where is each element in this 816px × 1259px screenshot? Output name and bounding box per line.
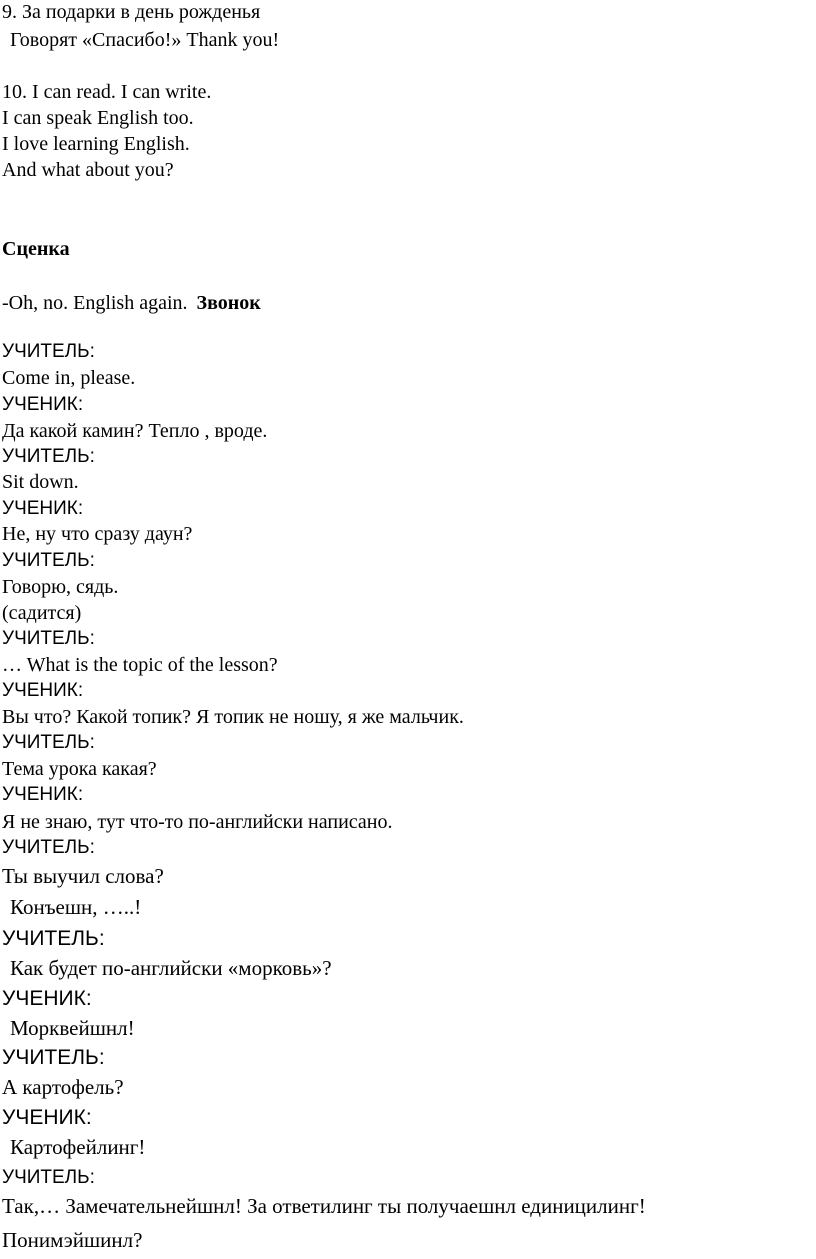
dialogue-line-22: Конъешн, …..! <box>10 895 142 919</box>
dialogue-line-26: Морквейшнл! <box>10 1016 135 1040</box>
dialogue-line-27: УЧИТЕЛЬ: <box>2 1046 105 1069</box>
dialogue-line-23: УЧИТЕЛЬ: <box>2 927 105 950</box>
dialogue-line-12: УЧИТЕЛЬ: <box>2 628 95 649</box>
scene-opening: -Oh, no. English again. <box>2 292 188 314</box>
dialogue-line-31: УЧИТЕЛЬ: <box>2 1167 95 1188</box>
dialogue-line-7: УЧЕНИК: <box>2 498 84 519</box>
poem-line-10c: I love learning English. <box>2 133 190 155</box>
dialogue-line-33: Понимэйшинл? <box>2 1228 143 1252</box>
dialogue-line-16: УЧИТЕЛЬ: <box>2 732 95 753</box>
poem-line-9: 9. За подарки в день рожденья <box>2 1 261 23</box>
dialogue-line-15: Вы что? Какой топик? Я топик не ношу, я же мальчик. <box>2 706 464 728</box>
dialogue-line-11: (садится) <box>2 602 82 624</box>
poem-line-9b: Говорят «Спасибо!» Thank you! <box>10 29 280 51</box>
dialogue-line-9: УЧИТЕЛЬ: <box>2 550 95 571</box>
dialogue-line-17: Тема урока какая? <box>2 758 157 780</box>
dialogue-line-30: Картофейлинг! <box>10 1135 146 1159</box>
dialogue-line-8: Не, ну что сразу даун? <box>2 523 193 545</box>
dialogue-line-28: А картофель? <box>2 1075 124 1099</box>
dialogue-line-14: УЧЕНИК: <box>2 680 84 701</box>
dialogue-line-2: Come in, please. <box>2 367 136 389</box>
dialogue-line-3: УЧЕНИК: <box>2 394 84 415</box>
dialogue-line-18: УЧЕНИК: <box>2 784 84 805</box>
dialogue-line-13: … What is the topic of the lesson? <box>2 654 278 676</box>
dialogue-line-32: Так,… Замечательнейшнл! За ответилинг ты получаешнл единицилинг! <box>2 1194 646 1218</box>
dialogue-line-21: Ты выучил слова? <box>2 864 164 888</box>
dialogue-line-10: Говорю, сядь. <box>2 576 119 598</box>
scene-bell: Звонок <box>196 292 261 314</box>
dialogue-line-5: УЧИТЕЛЬ: <box>2 446 95 467</box>
dialogue-line-25: УЧЕНИК: <box>2 987 92 1010</box>
scene-heading: Сценка <box>2 238 70 260</box>
dialogue-line-4: Да какой камин? Тепло , вроде. <box>2 420 268 442</box>
dialogue-line-20: УЧИТЕЛЬ: <box>2 837 95 858</box>
dialogue-line-24: Как будет по-английски «морковь»? <box>10 956 332 980</box>
poem-line-10: 10. I can read. I can write. <box>2 81 212 103</box>
poem-line-10b: I can speak English too. <box>2 107 194 129</box>
scene-opening-line <box>2 291 261 315</box>
poem-line-10d: And what about you? <box>2 159 174 181</box>
dialogue-line-1: УЧИТЕЛЬ: <box>2 341 95 362</box>
dialogue-line-19: Я не знаю, тут что-то по-английски написано. <box>2 811 393 833</box>
dialogue-line-6: Sit down. <box>2 471 79 493</box>
dialogue-line-29: УЧЕНИК: <box>2 1106 92 1129</box>
